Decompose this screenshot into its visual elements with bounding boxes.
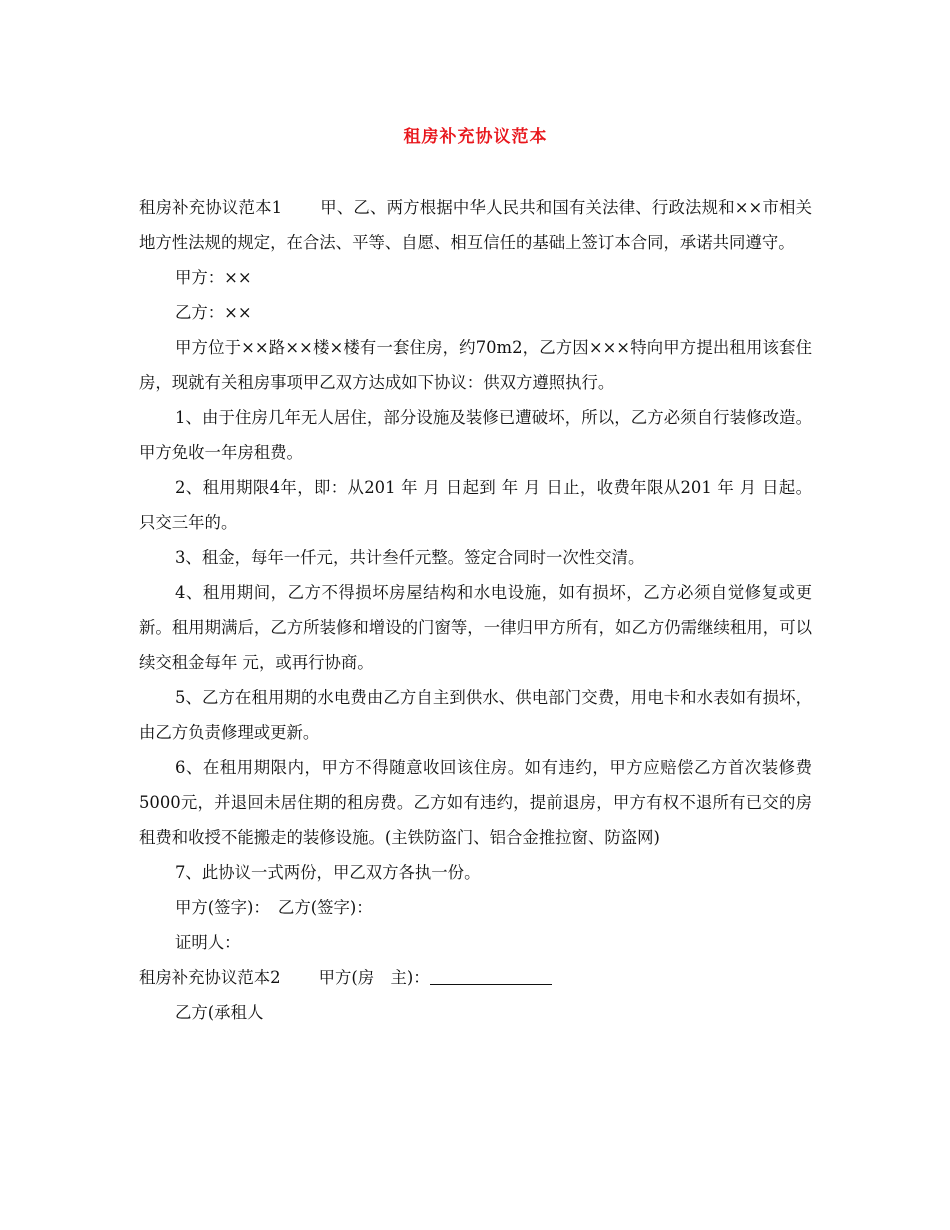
- witness-line: 证明人：: [175, 933, 241, 952]
- sample2-line: [139, 960, 812, 995]
- signature-line: 甲方(签字)： 乙方(签字)：: [175, 898, 373, 917]
- clause-6: 6、在租用期限内，甲方不得随意收回该住房。如有违约，甲方应赔偿乙方首次装修费5000元，并退回未居住期的租房费。乙方如有违约，提前退房，甲方有权不退所有已交的房租费和收授不能搬走的装修设施。(主铁防盗门、铝合金推拉窗、防盗网): [139, 758, 812, 847]
- clause-1: 1、由于住房几年无人居住，部分设施及装修已遭破坏，所以，乙方必须自行装修改造。甲方免收一年房租费。: [139, 408, 812, 462]
- sample2-heading: 租房补充协议范本2: [139, 968, 281, 987]
- clause-5: 5、乙方在租用期的水电费由乙方自主到供水、供电部门交费，用电卡和水表如有损坏，由乙方负责修理或更新。: [139, 688, 812, 742]
- intro-paragraph: [139, 190, 812, 260]
- sample1-heading: 租房补充协议范本1: [139, 198, 283, 217]
- clause-4: 4、租用期间，乙方不得损坏房屋结构和水电设施，如有损坏，乙方必须自觉修复或更新。租用期满后，乙方所装修和增设的门窗等，一律归甲方所有，如乙方仍需继续租用，可以续交租金每年 元，或再行协商。: [139, 583, 812, 672]
- sample2-party-a: 甲方(房 主)：: [318, 968, 430, 987]
- clause-3: 3、租金，每年一仟元，共计叁仟元整。签定合同时一次性交清。: [175, 548, 645, 567]
- party-a-line: 甲方：××: [175, 268, 252, 287]
- clause-2: 2、租用期限4年，即：从201 年 月 日起到 年 月 日止，收费年限从201 年 月 日起。只交三年的。: [139, 478, 812, 532]
- document-title: 租房补充协议范本: [403, 127, 548, 147]
- document-body: [139, 190, 812, 1030]
- premises-paragraph: 甲方位于××路××楼×楼有一套住房，约70m2，乙方因×××特向甲方提出租用该套住房，现就有关租房事项甲乙双方达成如下协议：供双方遵照执行。: [139, 338, 812, 392]
- clause-7: 7、此协议一式两份，甲乙双方各执一份。: [175, 863, 481, 882]
- intro-text: 甲、乙、两方根据中华人民共和国有关法律、行政法规和××市相关地方性法规的规定，在合法、平等、自愿、相互信任的基础上签订本合同，承诺共同遵守。: [139, 198, 812, 252]
- sample2-party-b: 乙方(承租人: [175, 1003, 264, 1022]
- fill-in-blank: [430, 966, 552, 985]
- party-b-line: 乙方：××: [175, 303, 252, 322]
